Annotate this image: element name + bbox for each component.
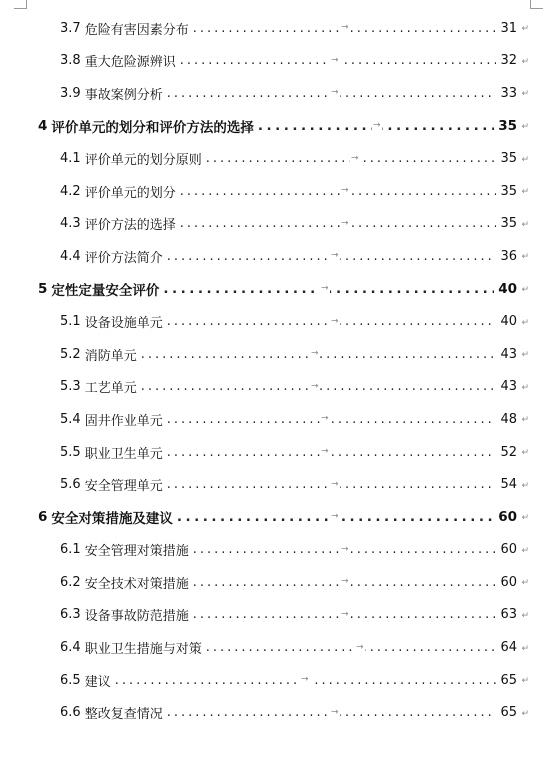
paragraph-mark-icon: ↵ <box>521 676 529 687</box>
toc-entry-number: 6.4 <box>60 640 81 656</box>
toc-section-entry[interactable] <box>0 45 557 78</box>
toc-entry-title: 安全管理单元 <box>84 479 163 495</box>
toc-chapter-entry[interactable] <box>0 273 557 306</box>
paragraph-mark-icon: ↵ <box>521 89 529 100</box>
table-of-contents <box>0 12 557 729</box>
toc-entry-title: 评价方法的选择 <box>84 218 176 234</box>
tab-mark-icon: → <box>341 576 349 587</box>
toc-chapter-entry[interactable] <box>0 501 557 534</box>
toc-entry-number: 4.2 <box>60 183 81 199</box>
tab-mark-icon: → <box>356 642 364 653</box>
toc-page-number: 43 <box>500 346 517 362</box>
tab-mark-icon: → <box>331 87 339 98</box>
toc-section-entry[interactable] <box>0 436 557 469</box>
toc-entry-number: 5.4 <box>60 411 81 427</box>
toc-section-entry[interactable] <box>0 599 557 632</box>
tab-mark-icon: → <box>311 348 319 359</box>
tab-mark-icon: → <box>331 316 339 327</box>
toc-page-number: 33 <box>500 85 517 101</box>
toc-section-entry[interactable] <box>0 403 557 436</box>
tab-mark-icon: → <box>331 707 339 718</box>
toc-entry-number: 6.5 <box>60 672 81 688</box>
paragraph-mark-icon: ↵ <box>521 350 529 361</box>
toc-page-number: 63 <box>500 607 517 623</box>
paragraph-mark-icon: ↵ <box>521 122 529 133</box>
paragraph-mark-icon: ↵ <box>521 382 529 393</box>
toc-page-number: 60 <box>500 542 517 558</box>
toc-page-number: 31 <box>500 20 517 36</box>
paragraph-mark-icon: ↵ <box>521 154 529 165</box>
toc-entry-title: 安全技术对策措施 <box>84 576 189 592</box>
toc-page-number: 65 <box>500 672 517 688</box>
toc-page-number: 60 <box>500 574 517 590</box>
paragraph-mark-icon: ↵ <box>521 610 529 621</box>
toc-dot-leader <box>167 445 497 460</box>
toc-chapter-entry[interactable] <box>0 110 557 143</box>
tab-mark-icon: → <box>331 511 339 522</box>
toc-entry-number: 6.2 <box>60 574 81 590</box>
toc-dot-leader <box>167 412 497 427</box>
toc-page-number: 36 <box>500 248 517 264</box>
tab-mark-icon: → <box>311 381 319 392</box>
toc-entry-number: 6.1 <box>60 542 81 558</box>
page-corner-mark-left <box>14 0 27 9</box>
toc-dot-leader <box>180 216 497 231</box>
paragraph-mark-icon: ↵ <box>521 56 529 67</box>
tab-mark-icon: → <box>341 609 349 620</box>
toc-entry-number: 4.1 <box>60 151 81 167</box>
tab-mark-icon: → <box>341 544 349 555</box>
toc-entry-title: 定性定量安全评价 <box>51 283 160 300</box>
toc-page-number: 54 <box>500 477 517 493</box>
toc-entry-title: 事故案例分析 <box>84 87 163 103</box>
toc-entry-title: 评价单元的划分和评价方法的选择 <box>51 120 254 137</box>
toc-entry-title: 职业卫生单元 <box>84 446 163 462</box>
paragraph-mark-icon: ↵ <box>521 545 529 556</box>
toc-entry-title: 设备事故防范措施 <box>84 609 189 625</box>
toc-page-number: 40 <box>498 281 517 298</box>
paragraph-mark-icon: ↵ <box>521 187 529 198</box>
toc-section-entry[interactable] <box>0 566 557 599</box>
toc-entry-title: 固井作业单元 <box>84 413 163 429</box>
toc-page-number: 43 <box>500 379 517 395</box>
toc-section-entry[interactable] <box>0 371 557 404</box>
toc-dot-leader <box>206 640 497 655</box>
toc-entry-number: 4 <box>38 118 48 135</box>
toc-entry-title: 建议 <box>84 674 111 690</box>
toc-entry-title: 职业卫生措施与对策 <box>84 642 202 658</box>
tab-mark-icon: → <box>321 413 329 424</box>
toc-page-number: 32 <box>500 53 517 69</box>
tab-mark-icon: → <box>373 120 381 131</box>
paragraph-mark-icon: ↵ <box>521 513 529 524</box>
toc-section-entry[interactable] <box>0 12 557 45</box>
tab-mark-icon: → <box>341 185 349 196</box>
toc-section-entry[interactable] <box>0 468 557 501</box>
toc-entry-title: 整改复查情况 <box>84 707 163 723</box>
toc-section-entry[interactable] <box>0 696 557 729</box>
toc-page-number: 35 <box>500 183 517 199</box>
toc-entry-number: 5.3 <box>60 379 81 395</box>
tab-mark-icon: → <box>301 674 309 685</box>
paragraph-mark-icon: ↵ <box>521 643 529 654</box>
toc-entry-title: 评价方法简介 <box>84 250 163 266</box>
paragraph-mark-icon: ↵ <box>521 415 529 426</box>
toc-entry-title: 工艺单元 <box>84 381 137 397</box>
tab-mark-icon: → <box>331 479 339 490</box>
toc-entry-title: 评价单元的划分 <box>84 185 176 201</box>
toc-entry-number: 3.8 <box>60 53 81 69</box>
page-corner-mark-right <box>530 0 543 9</box>
toc-entry-title: 危险有害因素分布 <box>84 22 189 38</box>
toc-entry-number: 4.3 <box>60 216 81 232</box>
paragraph-mark-icon: ↵ <box>521 285 529 296</box>
toc-section-entry[interactable] <box>0 240 557 273</box>
toc-section-entry[interactable] <box>0 77 557 110</box>
paragraph-mark-icon: ↵ <box>521 448 529 459</box>
toc-entry-number: 6 <box>38 509 48 526</box>
toc-section-entry[interactable] <box>0 534 557 567</box>
paragraph-mark-icon: ↵ <box>521 317 529 328</box>
toc-page-number: 40 <box>500 314 517 330</box>
toc-dot-leader <box>180 184 497 199</box>
toc-section-entry[interactable] <box>0 208 557 241</box>
toc-section-entry[interactable] <box>0 175 557 208</box>
toc-entry-title: 设备设施单元 <box>84 316 163 332</box>
toc-entry-number: 5 <box>38 281 48 298</box>
toc-page-number: 60 <box>498 509 517 526</box>
toc-page-number: 52 <box>500 444 517 460</box>
tab-mark-icon: → <box>331 250 339 261</box>
paragraph-mark-icon: ↵ <box>521 578 529 589</box>
toc-page-number: 64 <box>500 640 517 656</box>
toc-page-number: 35 <box>500 216 517 232</box>
toc-entry-number: 5.1 <box>60 314 81 330</box>
toc-entry-number: 5.2 <box>60 346 81 362</box>
paragraph-mark-icon: ↵ <box>521 219 529 230</box>
tab-mark-icon: → <box>341 22 349 33</box>
toc-section-entry[interactable] <box>0 305 557 338</box>
toc-section-entry[interactable] <box>0 142 557 175</box>
toc-section-entry[interactable] <box>0 338 557 371</box>
toc-entry-title: 安全对策措施及建议 <box>51 511 173 528</box>
toc-entry-title: 安全管理对策措施 <box>84 544 189 560</box>
toc-entry-title: 消防单元 <box>84 348 137 364</box>
tab-mark-icon: → <box>351 153 359 164</box>
toc-entry-number: 3.9 <box>60 85 81 101</box>
tab-mark-icon: → <box>321 283 329 294</box>
paragraph-mark-icon: ↵ <box>521 480 529 491</box>
toc-section-entry[interactable] <box>0 631 557 664</box>
toc-entry-number: 5.5 <box>60 444 81 460</box>
toc-page-number: 65 <box>500 705 517 721</box>
toc-entry-number: 5.6 <box>60 477 81 493</box>
toc-entry-number: 6.6 <box>60 705 81 721</box>
toc-entry-title: 重大危险源辨识 <box>84 55 176 71</box>
toc-page-number: 35 <box>498 118 517 135</box>
toc-entry-number: 4.4 <box>60 248 81 264</box>
tab-mark-icon: → <box>341 218 349 229</box>
paragraph-mark-icon: ↵ <box>521 252 529 263</box>
toc-page-number: 35 <box>500 151 517 167</box>
tab-mark-icon: → <box>321 446 329 457</box>
toc-entry-title: 评价单元的划分原则 <box>84 153 202 169</box>
paragraph-mark-icon: ↵ <box>521 24 529 35</box>
toc-entry-number: 6.3 <box>60 607 81 623</box>
tab-mark-icon: → <box>331 55 339 66</box>
paragraph-mark-icon: ↵ <box>521 708 529 719</box>
toc-section-entry[interactable] <box>0 664 557 697</box>
toc-entry-number: 3.7 <box>60 20 81 36</box>
toc-page-number: 48 <box>500 411 517 427</box>
